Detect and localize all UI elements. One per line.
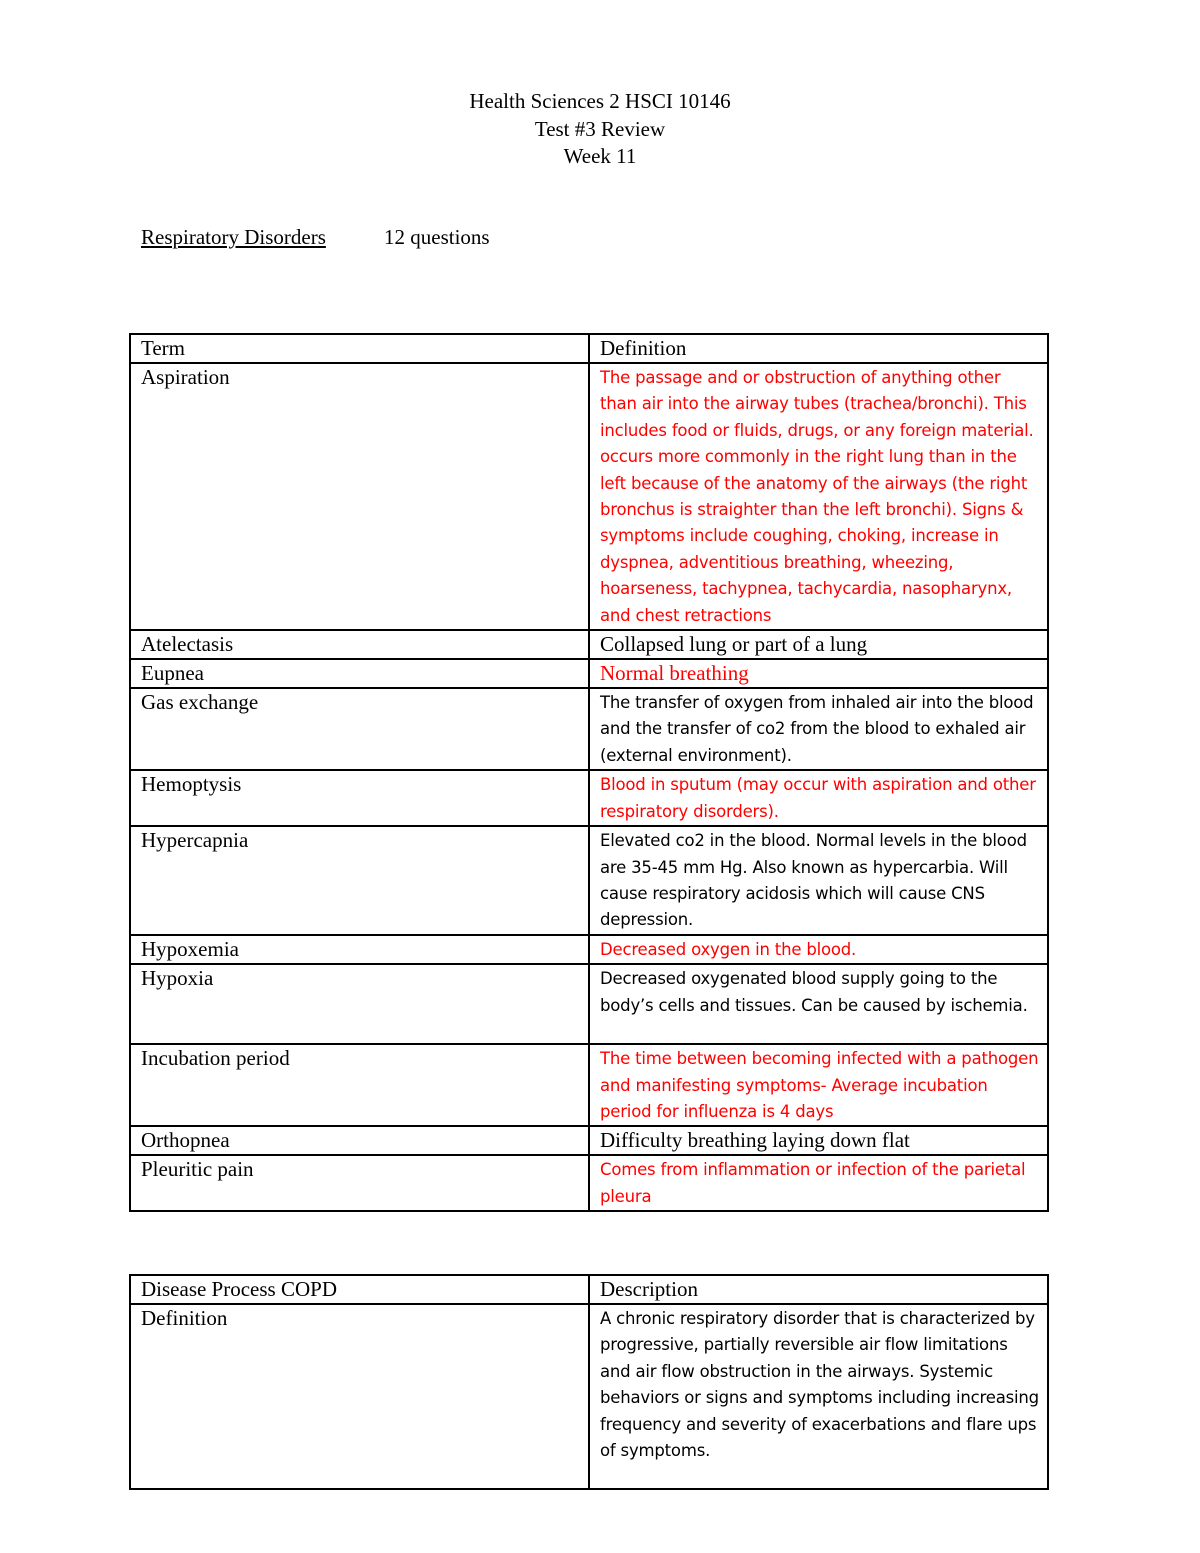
- definition-cell: The passage and or obstruction of anything other than air into the airway tubes (trachea/bronchi). This includes food or fluids, drugs, or any foreign material. occurs more commonly in the right lung than in the left because of the anatomy of the airways (the right bronchus is straighter than the left bronchi). Signs & symptoms include coughing, choking, increase in dyspnea, adventitious breathing, wheezing, hoarseness, tachypnea, tachycardia, nasopharynx, and chest retractions: [589, 363, 1048, 630]
- term-cell: Orthopnea: [130, 1126, 589, 1155]
- term-cell: Hemoptysis: [130, 770, 589, 826]
- table-row: [130, 826, 1048, 935]
- definition-cell: The transfer of oxygen from inhaled air into the blood and the transfer of co2 from the blood to exhaled air (external environment).: [589, 688, 1048, 770]
- term-cell: Gas exchange: [130, 688, 589, 770]
- table-header-row: [130, 1275, 1048, 1304]
- definition-cell: Collapsed lung or part of a lung: [589, 630, 1048, 659]
- table-row: [130, 935, 1048, 964]
- definition-cell: Comes from inflammation or infection of the parietal pleura: [589, 1155, 1048, 1211]
- table-header-row: [130, 334, 1048, 363]
- table-row: [130, 630, 1048, 659]
- table-row: [130, 1304, 1048, 1489]
- description-column-header: Description: [589, 1275, 1048, 1304]
- table-row: [130, 659, 1048, 688]
- term-cell: Hypoxemia: [130, 935, 589, 964]
- question-count: 12 questions: [384, 225, 490, 249]
- term-cell: Pleuritic pain: [130, 1155, 589, 1211]
- copd-table: [129, 1274, 1049, 1490]
- definition-column-header: Definition: [589, 334, 1048, 363]
- term-cell: Atelectasis: [130, 630, 589, 659]
- table-row: [130, 363, 1048, 630]
- label-cell: Definition: [130, 1304, 589, 1489]
- table-row: [130, 964, 1048, 1044]
- section-title: Respiratory Disorders: [141, 225, 326, 249]
- definition-cell: Difficulty breathing laying down flat: [589, 1126, 1048, 1155]
- process-column-header: Disease Process COPD: [130, 1275, 589, 1304]
- definition-cell: The time between becoming infected with a pathogen and manifesting symptoms- Average incubation period for influenza is 4 days: [589, 1044, 1048, 1126]
- definition-cell: Decreased oxygenated blood supply going to the body’s cells and tissues. Can be caused by ischemia.: [589, 964, 1048, 1044]
- test-title: Test #3 Review: [534, 116, 666, 141]
- table-row: [130, 1126, 1048, 1155]
- document-header: [0, 88, 1200, 171]
- definition-cell: Normal breathing: [589, 659, 1048, 688]
- table-row: [130, 1044, 1048, 1126]
- table-row: [130, 770, 1048, 826]
- table-row: [130, 1155, 1048, 1211]
- table-row: [130, 688, 1048, 770]
- terms-table: [129, 333, 1049, 1212]
- term-cell: Hypoxia: [130, 964, 589, 1044]
- section-heading: [141, 225, 490, 250]
- term-cell: Eupnea: [130, 659, 589, 688]
- definition-cell: Blood in sputum (may occur with aspiration and other respiratory disorders).: [589, 770, 1048, 826]
- definition-cell: Elevated co2 in the blood. Normal levels in the blood are 35-45 mm Hg. Also known as hypercarbia. Will cause respiratory acidosis which will cause CNS depression.: [589, 826, 1048, 935]
- description-cell: A chronic respiratory disorder that is characterized by progressive, partially reversible air flow limitations and air flow obstruction in the airways. Systemic behaviors or signs and symptoms including increasing frequency and severity of exacerbations and flare ups of symptoms.: [589, 1304, 1048, 1489]
- definition-cell: Decreased oxygen in the blood.: [589, 935, 1048, 964]
- term-cell: Incubation period: [130, 1044, 589, 1126]
- term-cell: Aspiration: [130, 363, 589, 630]
- course-title: Health Sciences 2 HSCI 10146: [469, 89, 731, 113]
- week-label: Week 11: [563, 144, 637, 168]
- term-column-header: Term: [130, 334, 589, 363]
- term-cell: Hypercapnia: [130, 826, 589, 935]
